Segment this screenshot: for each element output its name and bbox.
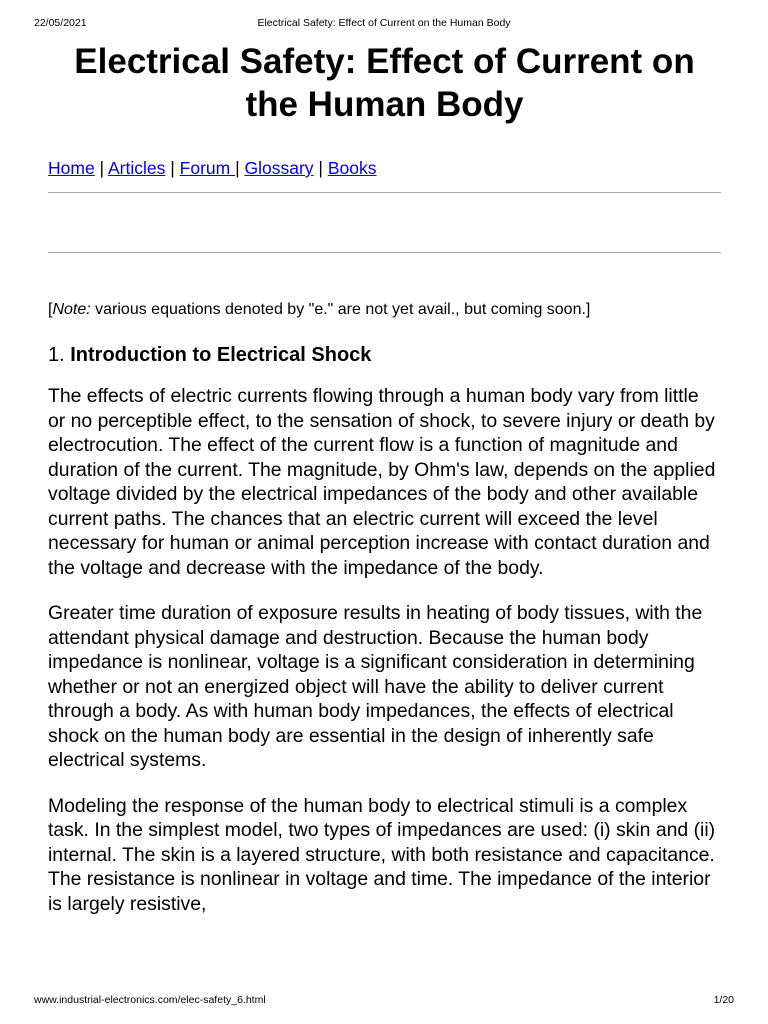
section-heading: [48, 342, 721, 368]
nav-link-glossary[interactable]: Glossary: [244, 158, 314, 178]
nav-link-articles[interactable]: Articles: [108, 158, 166, 178]
print-footer: [34, 993, 734, 1007]
nav-separator: |: [94, 158, 108, 178]
nav-separator: |: [313, 158, 328, 178]
body-paragraph: Greater time duration of exposure results in heating of body tissues, with the attendant physical damage and destruction. Because the human body impedance is nonlinear, voltage is a significant consideration in determining whether or not an energized object will have the ability to deliver current through a body. As with human body impedances, the effects of electrical shock on the human body are essential in the design of inherently safe electrical systems.: [48, 602, 703, 771]
print-url: www.industrial-electronics.com/elec-safety_6.html: [34, 994, 266, 1006]
print-page-number: 1/20: [713, 994, 734, 1006]
nav-separator: |: [235, 158, 245, 178]
nav-links: [48, 157, 721, 179]
nav-link-home[interactable]: Home: [48, 158, 95, 178]
body-paragraph: The effects of electric currents flowing through a human body vary from little or no perceptible effect, to the sensation of shock, to severe injury or death by electrocution. The effect of the current flow is a function of magnitude and duration of the current. The magnitude, by Ohm's law, depends on the applied voltage divided by the electrical impedances of the body and other available current paths. The chances that an electric current will exceed the level necessary for human or animal perception increase with contact duration and the voltage and decrease with the impedance of the body.: [48, 385, 716, 579]
divider-bottom: [48, 252, 721, 253]
note-label: Note:: [52, 301, 91, 318]
note-text: various equations denoted by "e." are not yet avail., but coming soon.]: [90, 301, 591, 318]
print-date: 22/05/2021: [34, 17, 87, 29]
page-title: Electrical Safety: Effect of Current on the Human Body: [74, 42, 695, 124]
divider-top: [48, 192, 721, 193]
print-doc-title: Electrical Safety: Effect of Current on the Human Body: [257, 17, 511, 29]
nav-link-books[interactable]: Books: [327, 158, 377, 178]
note-line: [48, 300, 721, 320]
nav-separator: |: [165, 158, 180, 178]
nav-link-forum[interactable]: Forum: [179, 158, 236, 178]
page-content: [48, 40, 721, 916]
section-title: Introduction to Electrical Shock: [70, 344, 372, 366]
body-paragraph: Modeling the response of the human body to electrical stimuli is a complex task. In the simplest model, two types of impedances are used: (i) skin and (ii) internal. The skin is a layered structure, with both resistance and capacitance. The resistance is nonlinear in voltage and time. The impedance of the interior is largely resistive,: [48, 794, 716, 915]
print-header: [34, 16, 734, 30]
note-open-bracket: [: [48, 301, 53, 318]
section-number: 1.: [48, 344, 71, 366]
